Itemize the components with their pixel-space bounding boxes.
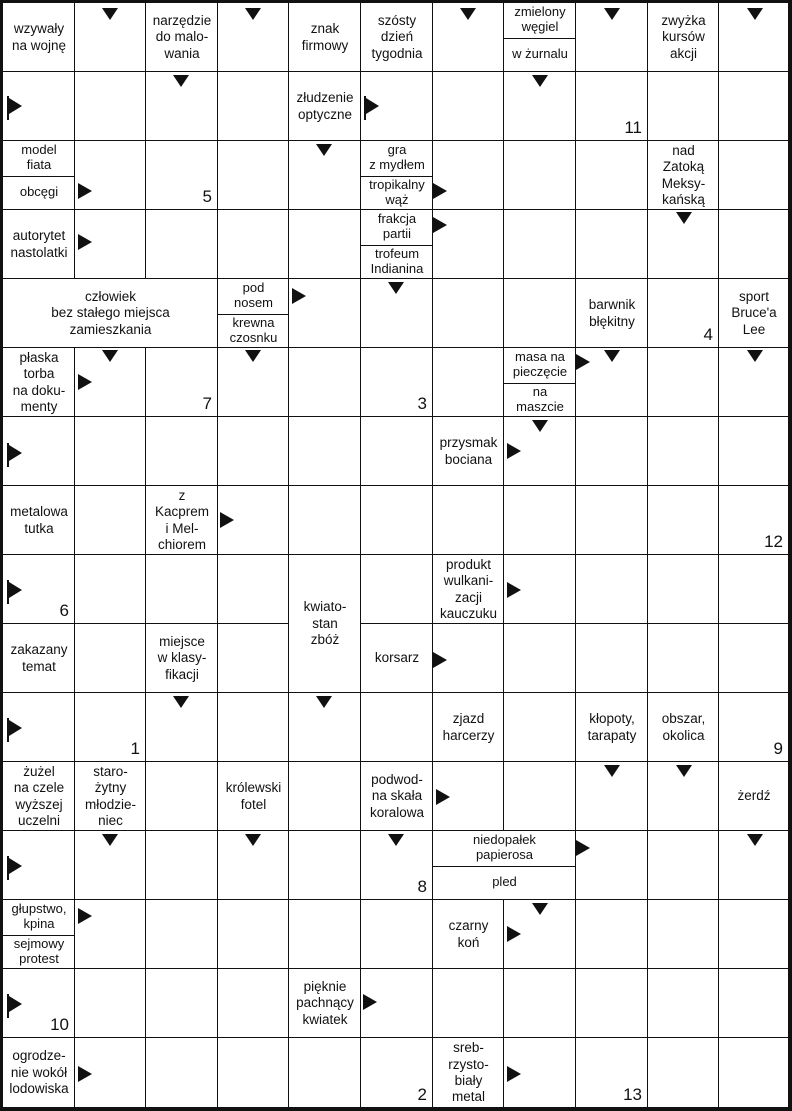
right-arrow-icon [78,908,92,924]
down-arrow-icon [676,765,692,777]
flag-arrow-icon [8,96,22,120]
clue-text: gra z mydłem [369,142,425,173]
down-arrow-icon [460,8,476,20]
down-arrow-icon [532,903,548,915]
clue-text: sejmowy protest [13,935,65,966]
right-arrow-icon [576,840,590,856]
clue-text: nad Zatoką Meksy- kańską [661,142,706,207]
clue-text: żerdź [737,788,771,804]
clue-text: masa na pieczęcie [512,349,568,380]
clue-text: niedopałek papierosa [473,832,536,863]
answer-number: 5 [202,187,212,206]
right-arrow-icon [576,354,590,370]
right-arrow-icon [78,183,92,199]
down-arrow-icon [102,8,118,20]
clue-text: krewna czosnku [229,314,278,345]
down-arrow-icon [532,75,548,87]
down-arrow-icon [747,8,763,20]
down-arrow-icon [173,75,189,87]
clue-text: trofeum Indianina [370,245,424,276]
clue-text: barwnik błękitny [588,297,636,329]
clue-text: na maszcie [516,383,564,414]
right-arrow-icon [507,926,521,942]
down-arrow-icon [532,420,548,432]
answer-number: 2 [417,1085,427,1104]
flag-arrow-icon [8,856,22,880]
right-arrow-icon [507,443,521,459]
right-arrow-icon [433,217,447,233]
clue-text: przysmak bociana [439,435,498,467]
down-arrow-icon [245,8,261,20]
down-arrow-icon [604,350,620,362]
answer-number: 12 [764,532,783,551]
right-arrow-icon [78,374,92,390]
clue-text: płaska torba na doku- menty [12,349,66,414]
clue-text: w żurnalu [512,46,568,62]
right-arrow-icon [220,512,234,528]
answer-number: 6 [59,601,69,620]
clue-text: z Kacprem i Mel- chiorem [154,487,210,552]
flag-arrow-icon [8,580,22,604]
answer-number: 1 [130,739,140,758]
clue-text: metalowa tutka [10,504,68,536]
clue-text: człowiek bez stałego miejsca zamieszkania [51,288,170,337]
down-arrow-icon [747,834,763,846]
clue-text: sport Bruce'a Lee [731,288,777,337]
down-arrow-icon [173,696,189,708]
down-arrow-icon [245,834,261,846]
answer-number: 7 [202,394,212,413]
clue-text: zakazany temat [10,642,68,674]
right-arrow-icon [78,1066,92,1082]
clue-text: pięknie pachnący kwiatek [296,978,354,1027]
flag-arrow-icon [365,96,379,120]
right-arrow-icon [433,183,447,199]
clue-text: królewski fotel [225,780,282,812]
clue-text: staro- żytny młodzie- niec [84,763,136,828]
clue-text: zmielony węgiel [514,4,566,35]
flag-arrow-icon [8,994,22,1018]
down-arrow-icon [388,834,404,846]
clue-text: czarny koń [448,918,489,950]
right-arrow-icon [433,652,447,668]
answer-number: 10 [50,1015,69,1034]
clue-text: narzędzie do malo- wania [152,12,212,61]
down-arrow-icon [316,696,332,708]
clue-text: szósty dzień tygodnia [371,12,423,61]
clue-text: zjazd harcerzy [442,711,495,743]
clue-text: głupstwo, kpina [11,901,67,932]
answer-number: 8 [417,877,427,896]
down-arrow-icon [102,834,118,846]
clue-text: podwod- na skała koralowa [369,771,425,820]
down-arrow-icon [102,350,118,362]
clue-text: frakcja partii [377,211,417,242]
clue-text: obszar, okolica [661,711,706,743]
clue-text: kłopoty, tarapaty [587,711,637,743]
down-arrow-icon [388,282,404,294]
down-arrow-icon [604,765,620,777]
clue-text: zwyżka kursów akcji [661,12,706,61]
clue-text: sreb- rzysto- biały metal [448,1040,489,1105]
right-arrow-icon [507,582,521,598]
clue-text: kwiato- stan zbóż [303,599,347,648]
answer-number: 4 [703,325,713,344]
clue-text: pled [492,874,517,890]
flag-arrow-icon [8,718,22,742]
clue-text: korsarz [374,650,420,666]
down-arrow-icon [604,8,620,20]
down-arrow-icon [676,212,692,224]
right-arrow-icon [292,288,306,304]
right-arrow-icon [436,789,450,805]
clue-text: obcęgi [19,184,59,200]
clue-text: tropikalny wąż [369,176,425,207]
down-arrow-icon [747,350,763,362]
clue-text: model fiata [21,142,57,173]
clue-text: autorytet nastolatki [10,228,68,260]
clue-text: złudzenie optyczne [296,90,354,122]
clue-text: produkt wulkani- zacji kauczuku [439,556,498,621]
answer-number: 11 [624,118,642,137]
clue-text: miejsce w klasy- fikacji [157,633,207,682]
flag-arrow-icon [8,443,22,467]
clue-text: wzywały na wojnę [11,21,67,53]
right-arrow-icon [363,994,377,1010]
clue-text: żużel na czele wyższej uczelni [13,763,65,828]
right-arrow-icon [507,1066,521,1082]
clue-text: znak firmowy [301,21,349,53]
down-arrow-icon [316,144,332,156]
right-arrow-icon [78,234,92,250]
down-arrow-icon [245,350,261,362]
clue-text: pod nosem [233,280,274,311]
answer-number: 13 [623,1085,642,1104]
answer-number: 9 [773,739,783,758]
answer-number: 3 [417,394,427,413]
clue-text: ogrodze- nie wokół lodowiska [9,1048,69,1097]
